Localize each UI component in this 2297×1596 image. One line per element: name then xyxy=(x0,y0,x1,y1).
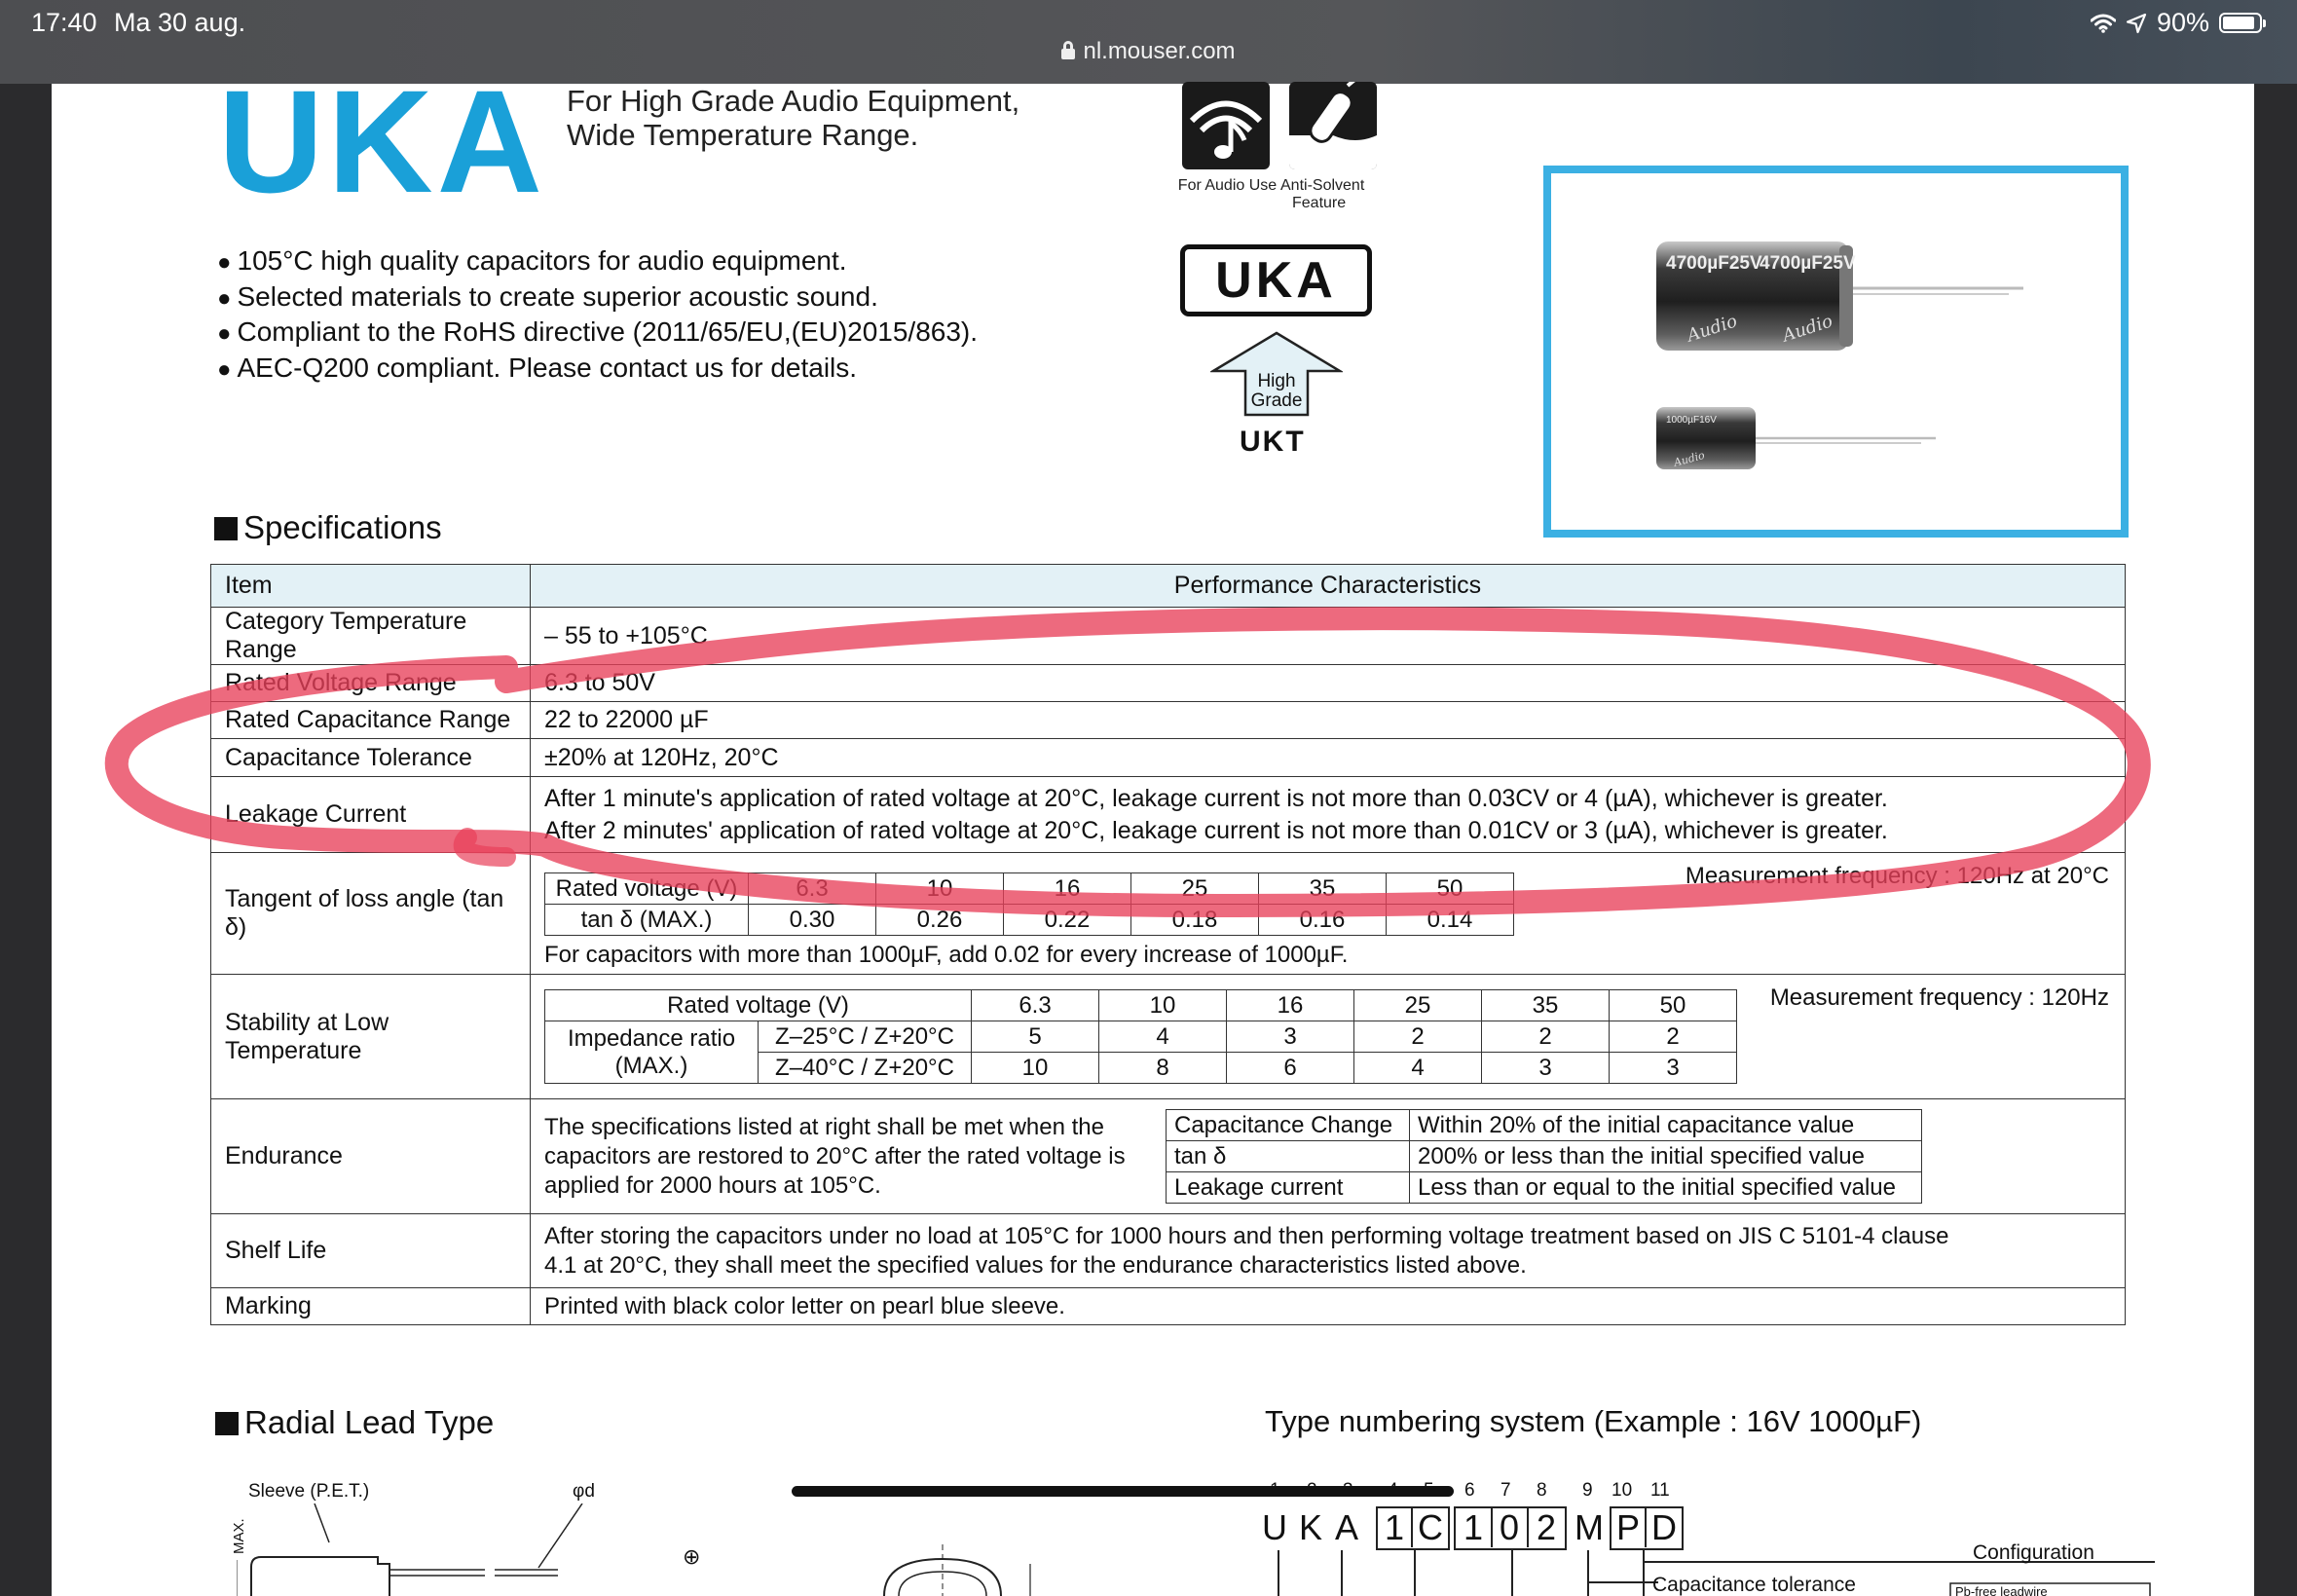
feature-list xyxy=(217,244,978,387)
voltage-cell: 50 xyxy=(1610,990,1737,1021)
voltage-cell: 6.3 xyxy=(972,990,1099,1021)
large-cap-label: 4700µF25V xyxy=(1666,253,1762,274)
voltage-cell: 16 xyxy=(1004,873,1131,905)
measurement-frequency: Measurement frequency : 120Hz xyxy=(1769,984,2109,1011)
endurance-row xyxy=(1167,1141,1922,1172)
code-char: P xyxy=(1612,1508,1647,1547)
tan-delta-cell: 0.14 xyxy=(1387,905,1514,936)
high-grade-label: High Grade xyxy=(1250,371,1303,411)
code-char: 1 xyxy=(1378,1508,1413,1547)
parent-series-label: UKT xyxy=(1240,426,1306,458)
voltage-cell: 10 xyxy=(876,873,1004,905)
z25-cell: 2 xyxy=(1610,1021,1737,1053)
sleeve-text: Audio xyxy=(1685,311,1740,347)
type-numbering-title: Type numbering system (Example : 16V 1000µF) xyxy=(1265,1404,1922,1438)
battery-icon xyxy=(2219,13,2262,33)
z25-cell: 3 xyxy=(1227,1021,1354,1053)
row-label: Shelf Life xyxy=(211,1214,531,1288)
tan-delta-cell: 0.26 xyxy=(876,905,1004,936)
z40-cell: 8 xyxy=(1099,1053,1227,1084)
capacitance-code-box xyxy=(1454,1506,1567,1550)
tan-delta-value-row xyxy=(545,905,1514,936)
voltage-code-box xyxy=(1376,1506,1450,1550)
endurance-item: Leakage current xyxy=(1167,1172,1410,1204)
endurance-table xyxy=(1166,1109,1922,1204)
pdf-document[interactable] xyxy=(52,59,2254,1596)
impedance-table xyxy=(544,989,1737,1084)
code-char: 0 xyxy=(1493,1508,1529,1547)
anti-solvent-label xyxy=(1280,177,1388,212)
code-char: C xyxy=(1418,1507,1443,1547)
tan-delta-header-row xyxy=(545,873,1514,905)
table-row xyxy=(211,777,2126,853)
impedance-row-z25 xyxy=(545,1021,1737,1053)
leakage-line1: After 1 minute's application of rated voltage at 20°C, leakage current is not more than 0.03CV or 4 (µA), whichever is greater. xyxy=(544,784,1888,812)
impedance-ratio-line2: (MAX.) xyxy=(614,1052,688,1079)
row-value xyxy=(531,777,2126,853)
tan-delta-table xyxy=(544,872,1514,936)
row-label: Stability at Low Temperature xyxy=(211,975,531,1099)
endurance-row xyxy=(1167,1110,1922,1141)
endurance-value: Less than or equal to the initial specified value xyxy=(1410,1172,1922,1204)
row-label: Leakage Current xyxy=(211,777,531,853)
status-time: 17:40 xyxy=(31,8,97,37)
location-icon xyxy=(2126,13,2147,34)
feature-item: ● 105°C high quality capacitors for audio equipment. xyxy=(217,244,978,280)
row-value: – 55 to +105°C xyxy=(531,608,2126,665)
position-number: 6 xyxy=(1464,1480,1475,1501)
endurance-text xyxy=(544,1113,1140,1201)
code-char: U xyxy=(1262,1507,1287,1547)
row-label: Capacitance Tolerance xyxy=(211,739,531,777)
row-value xyxy=(531,975,2126,1099)
status-indicators xyxy=(2091,8,2262,38)
row-value xyxy=(531,1214,2126,1288)
position-number: 7 xyxy=(1500,1480,1511,1501)
tan-delta-head-label: Rated voltage (V) xyxy=(545,873,749,905)
leakage-line2: After 2 minutes' application of rated voltage at 20°C, leakage current is not more than 0.01CV or 3 (µA), whichever is greater. xyxy=(544,816,1888,844)
tan-delta-cell: 0.22 xyxy=(1004,905,1131,936)
voltage-cell: 6.3 xyxy=(749,873,876,905)
table-row xyxy=(211,739,2126,777)
endurance-item: tan δ xyxy=(1167,1141,1410,1172)
voltage-cell: 16 xyxy=(1227,990,1354,1021)
voltage-cell: 25 xyxy=(1131,873,1259,905)
endurance-row xyxy=(1167,1172,1922,1204)
z40-cell: 10 xyxy=(972,1053,1099,1084)
specifications-title: Specifications xyxy=(243,509,442,545)
row-value xyxy=(531,1099,2126,1214)
large-cap-label: 4700µF25V xyxy=(1760,253,1856,274)
item-column-header: Item xyxy=(211,565,531,608)
feature-item: ● Selected materials to create superior acoustic sound. xyxy=(217,280,978,316)
url-text: nl.mouser.com xyxy=(1083,38,1236,64)
z40-cell: 4 xyxy=(1354,1053,1482,1084)
position-number: 9 xyxy=(1582,1480,1593,1501)
sleeve-label: Sleeve (P.E.T.) xyxy=(248,1481,370,1502)
row-value xyxy=(531,853,2126,975)
configuration-label: Configuration xyxy=(1973,1541,2094,1564)
table-row xyxy=(211,1214,2126,1288)
lead-diameter-label: φd xyxy=(573,1481,595,1502)
audio-use-label: For Audio Use xyxy=(1177,177,1278,194)
series-logo: UKA xyxy=(218,59,546,223)
endurance-value: Within 20% of the initial capacitance value xyxy=(1410,1110,1922,1141)
tagline-line1: For High Grade Audio Equipment, xyxy=(567,84,1020,118)
sleeve-text: Audio xyxy=(1780,311,1835,347)
specifications-heading xyxy=(214,509,442,546)
small-cap-label: 1000µF16V xyxy=(1666,415,1717,426)
row-label: Endurance xyxy=(211,1099,531,1214)
feature-item: ● Compliant to the RoHS directive (2011/65/EU,(EU)2015/863). xyxy=(217,315,978,352)
voltage-cell: 25 xyxy=(1354,990,1482,1021)
battery-percent: 90% xyxy=(2156,8,2209,37)
product-photo xyxy=(1543,166,2129,538)
code-char: D xyxy=(1651,1507,1677,1547)
position-number: 10 xyxy=(1612,1480,1633,1501)
tan-delta-note: For capacitors with more than 1000µF, add 0.02 for every increase of 1000µF. xyxy=(544,942,1349,968)
anti-solvent-label-line2: Feature xyxy=(1292,195,1347,211)
wifi-icon xyxy=(2091,14,2116,33)
z40-cell: 3 xyxy=(1610,1053,1737,1084)
row-label: Rated Voltage Range xyxy=(211,665,531,702)
tan-delta-cell: 0.30 xyxy=(749,905,876,936)
lock-icon xyxy=(1061,44,1075,59)
tan-delta-cell: 0.16 xyxy=(1259,905,1387,936)
anti-solvent-label-line1: Anti-Solvent xyxy=(1280,177,1365,194)
row-label: Category Temperature Range xyxy=(211,608,531,665)
end-view-drawing xyxy=(845,1535,1137,1596)
impedance-ratio-label xyxy=(545,1021,759,1084)
z25-cell: 5 xyxy=(972,1021,1099,1053)
table-row xyxy=(211,702,2126,739)
z25-cell: 2 xyxy=(1354,1021,1482,1053)
row-label: Marking xyxy=(211,1288,531,1325)
tagline-line2: Wide Temperature Range. xyxy=(567,118,919,152)
impedance-ratio-line1: Impedance ratio xyxy=(567,1024,736,1052)
pb-free-label: Pb-free leadwire xyxy=(1955,1584,2048,1596)
tan-delta-row-label: tan δ (MAX.) xyxy=(545,905,749,936)
max-label: MAX. xyxy=(231,1518,247,1554)
endurance-value: 200% or less than the initial specified value xyxy=(1410,1141,1922,1172)
row-label: Rated Capacitance Range xyxy=(211,702,531,739)
table-row xyxy=(211,975,2126,1099)
endurance-text-line: The specifications listed at right shall be met when the xyxy=(544,1113,1104,1140)
code-char: 2 xyxy=(1536,1507,1557,1547)
z25-cell: 4 xyxy=(1099,1021,1227,1053)
anti-solvent-icon xyxy=(1289,82,1377,169)
voltage-cell: 35 xyxy=(1482,990,1610,1021)
sleeve-text: Audio xyxy=(1672,448,1707,469)
row-value: 6.3 to 50V xyxy=(531,665,2126,702)
z40-label: Z–40°C / Z+20°C xyxy=(759,1053,972,1084)
impedance-header-row xyxy=(545,990,1737,1021)
table-row xyxy=(211,1099,2126,1214)
radial-lead-title: Radial Lead Type xyxy=(244,1404,495,1440)
tagline xyxy=(567,84,1019,152)
impedance-head-label: Rated voltage (V) xyxy=(545,990,972,1021)
horizontal-scrollbar[interactable] xyxy=(792,1486,1454,1497)
table-header-row xyxy=(211,565,2126,608)
audio-use-icon xyxy=(1182,82,1270,169)
table-row xyxy=(211,853,2126,975)
endurance-text-line: capacitors are restored to 20°C after the rated voltage is xyxy=(544,1142,1126,1169)
code-char: 1 xyxy=(1457,1508,1493,1547)
status-date: Ma 30 aug. xyxy=(114,8,246,37)
table-row xyxy=(211,608,2126,665)
configuration-code-box xyxy=(1610,1506,1684,1550)
code-char: M xyxy=(1575,1507,1604,1547)
voltage-cell: 35 xyxy=(1259,873,1387,905)
plus-sign: ⊕ xyxy=(683,1544,701,1569)
shelf-life-line2: 4.1 at 20°C, they shall meet the specified values for the endurance characteristics listed above. xyxy=(544,1251,1527,1279)
code-char: A xyxy=(1335,1507,1359,1547)
row-value: 22 to 22000 µF xyxy=(531,702,2126,739)
tolerance-label: Capacitance tolerance xyxy=(1652,1574,1856,1596)
tan-delta-cell: 0.18 xyxy=(1131,905,1259,936)
radial-lead-drawing xyxy=(237,1503,782,1596)
voltage-cell: 50 xyxy=(1387,873,1514,905)
position-number: 8 xyxy=(1537,1480,1547,1501)
row-value: ±20% at 120Hz, 20°C xyxy=(531,739,2126,777)
endurance-text-line: applied for 2000 hours at 105°C. xyxy=(544,1171,881,1199)
shelf-life-line1: After storing the capacitors under no load at 105°C for 1000 hours and then performing voltage treatment based on JIS C 5101-4 clause xyxy=(544,1222,1949,1249)
z40-cell: 6 xyxy=(1227,1053,1354,1084)
performance-column-header: Performance Characteristics xyxy=(531,565,2126,608)
specifications-table xyxy=(210,564,2126,1325)
radial-lead-heading xyxy=(215,1404,494,1441)
battery-fill xyxy=(2223,17,2254,29)
z40-cell: 3 xyxy=(1482,1053,1610,1084)
table-row xyxy=(211,1288,2126,1325)
row-value: Printed with black color letter on pearl blue sleeve. xyxy=(531,1288,2126,1325)
measurement-frequency: Measurement frequency : 120Hz at 20°C xyxy=(1685,863,2109,889)
feature-item: ● AEC-Q200 compliant. Please contact us for details. xyxy=(217,352,978,388)
row-label: Tangent of loss angle (tan δ) xyxy=(211,853,531,975)
endurance-item: Capacitance Change xyxy=(1167,1110,1410,1141)
z25-cell: 2 xyxy=(1482,1021,1610,1053)
code-char: K xyxy=(1299,1507,1323,1547)
table-row xyxy=(211,665,2126,702)
series-badge: UKA xyxy=(1180,244,1372,316)
voltage-cell: 10 xyxy=(1099,990,1227,1021)
z25-label: Z–25°C / Z+20°C xyxy=(759,1021,972,1053)
position-number: 11 xyxy=(1650,1480,1670,1501)
